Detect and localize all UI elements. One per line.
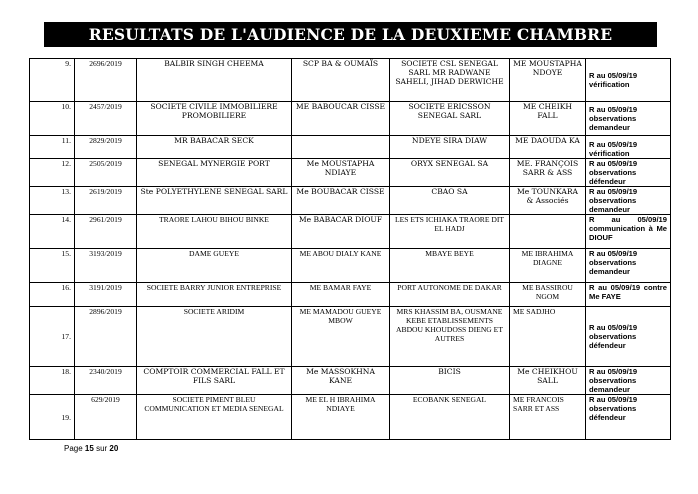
row-number: 15. xyxy=(30,249,75,283)
case-reference: 3191/2019 xyxy=(75,283,137,307)
defendant-lawyer: ME SADJHO xyxy=(510,307,586,367)
hearing-result: R au 05/09/19 vérification xyxy=(586,59,671,102)
page-footer xyxy=(64,444,118,453)
hearing-result: R au 05/09/19 observations demandeur xyxy=(586,367,671,395)
case-reference: 2505/2019 xyxy=(75,159,137,187)
footer-page-number: 15 xyxy=(84,444,94,453)
defendant: ECOBANK SENEGAL xyxy=(390,395,510,440)
hearing-result: R au 05/09/19 observations défendeur xyxy=(586,159,671,187)
case-reference: 2896/2019 xyxy=(75,307,137,367)
defendant-lawyer: ME IBRAHIMA DIAGNE xyxy=(510,249,586,283)
table-row xyxy=(30,102,671,136)
defendant-lawyer: ME BASSIROU NGOM xyxy=(510,283,586,307)
defendant-lawyer: Me TOUNKARA & Associés xyxy=(510,187,586,215)
defendant-lawyer: ME FRANCOIS SARR ET ASS xyxy=(510,395,586,440)
defendant: NDEYE SIRA DIAW xyxy=(390,136,510,159)
plaintiff-lawyer xyxy=(292,136,390,159)
case-reference: 2340/2019 xyxy=(75,367,137,395)
row-number: 12. xyxy=(30,159,75,187)
results-table xyxy=(29,58,671,440)
case-reference: 3193/2019 xyxy=(75,249,137,283)
row-number: 10. xyxy=(30,102,75,136)
defendant-lawyer: Me CHEIKHOU SALL xyxy=(510,367,586,395)
case-reference: 2829/2019 xyxy=(75,136,137,159)
hearing-result: R au 05/09/19 contre Me FAYE xyxy=(586,283,671,307)
table-row xyxy=(30,187,671,215)
defendant-lawyer: ME. FRANÇOIS SARR & ASS xyxy=(510,159,586,187)
plaintiff: Ste POLYETHYLENE SENEGAL SARL xyxy=(137,187,292,215)
defendant: LES ETS ICHIAKA TRAORE DIT EL HADJ xyxy=(390,215,510,249)
row-number: 16. xyxy=(30,283,75,307)
row-number: 14. xyxy=(30,215,75,249)
table-row xyxy=(30,283,671,307)
plaintiff-lawyer: Me MOUSTAPHA NDIAYE xyxy=(292,159,390,187)
row-number: 11. xyxy=(30,136,75,159)
hearing-result: R au 05/09/19 vérification xyxy=(586,136,671,159)
page-title: RESULTATS DE L'AUDIENCE DE LA DEUXIEME CHAMBRE xyxy=(44,22,657,47)
hearing-result: R au 05/09/19 observations demandeur xyxy=(586,102,671,136)
table-row xyxy=(30,59,671,102)
hearing-result: R au 05/09/19 observations demandeur xyxy=(586,187,671,215)
defendant: MBAYE BEYE xyxy=(390,249,510,283)
defendant: MRS KHASSIM BA, OUSMANE KEBE ETABLISSEMENTS ABDOU KHOUDOSS DIENG ET AUTRES xyxy=(390,307,510,367)
defendant: BICIS xyxy=(390,367,510,395)
footer-page-total: 20 xyxy=(109,444,119,453)
plaintiff: COMPTOIR COMMERCIAL FALL ET FILS SARL xyxy=(137,367,292,395)
plaintiff-lawyer: Me MASSOKHNA KANE xyxy=(292,367,390,395)
defendant: CBAO SA xyxy=(390,187,510,215)
table-row xyxy=(30,215,671,249)
plaintiff: SOCIETE CIVILE IMMOBILIERE PROMOBILIERE xyxy=(137,102,292,136)
plaintiff: TRAORE LAHOU BIHOU BINKE xyxy=(137,215,292,249)
plaintiff: SENEGAL MYNERGIE PORT xyxy=(137,159,292,187)
table-row xyxy=(30,159,671,187)
defendant: PORT AUTONOME DE DAKAR xyxy=(390,283,510,307)
plaintiff: SOCIETE ARIDIM xyxy=(137,307,292,367)
plaintiff-lawyer: ME BABOUCAR CISSE xyxy=(292,102,390,136)
row-number: 19. xyxy=(30,395,75,440)
table-row xyxy=(30,307,671,367)
defendant: SOCIETE CSL SENEGAL SARL MR RADWANE SAHELI, JIHAD DERWICHE xyxy=(390,59,510,102)
plaintiff-lawyer: ME BAMAR FAYE xyxy=(292,283,390,307)
case-reference: 2696/2019 xyxy=(75,59,137,102)
case-reference: 629/2019 xyxy=(75,395,137,440)
footer-prefix: Page xyxy=(64,444,83,453)
plaintiff-lawyer: Me BOUBACAR CISSE xyxy=(292,187,390,215)
row-number: 9. xyxy=(30,59,75,102)
defendant: SOCIETE ERICSSON SENEGAL SARL xyxy=(390,102,510,136)
plaintiff: DAME GUEYE xyxy=(137,249,292,283)
plaintiff: SOCIETE PIMENT BLEU COMMUNICATION ET MEDIA SENEGAL xyxy=(137,395,292,440)
table-row xyxy=(30,367,671,395)
table-row xyxy=(30,249,671,283)
plaintiff: MR BABACAR SECK xyxy=(137,136,292,159)
row-number: 17. xyxy=(30,307,75,367)
row-number: 13. xyxy=(30,187,75,215)
footer-separator: sur xyxy=(96,444,108,453)
case-reference: 2619/2019 xyxy=(75,187,137,215)
plaintiff-lawyer: SCP BA & OUMAÏS xyxy=(292,59,390,102)
row-number: 18. xyxy=(30,367,75,395)
hearing-result: R au 05/09/19 observations demandeur xyxy=(586,249,671,283)
plaintiff-lawyer: Me BABACAR DIOUF xyxy=(292,215,390,249)
table-row xyxy=(30,136,671,159)
defendant: ORYX SENEGAL SA xyxy=(390,159,510,187)
case-reference: 2961/2019 xyxy=(75,215,137,249)
defendant-lawyer xyxy=(510,215,586,249)
defendant-lawyer: ME MOUSTAPHA NDOYE xyxy=(510,59,586,102)
plaintiff: BALBIR SINGH CHEEMA xyxy=(137,59,292,102)
plaintiff-lawyer: ME EL H IBRAHIMA NDIAYE xyxy=(292,395,390,440)
table-row xyxy=(30,395,671,440)
hearing-result: R au 05/09/19 communication à Me DIOUF xyxy=(586,215,671,249)
plaintiff-lawyer: ME ABOU DIALY KANE xyxy=(292,249,390,283)
case-reference: 2457/2019 xyxy=(75,102,137,136)
plaintiff-lawyer: ME MAMADOU GUEYE MBOW xyxy=(292,307,390,367)
hearing-result: R au 05/09/19 observations défendeur xyxy=(586,307,671,367)
defendant-lawyer: ME DAOUDA KA xyxy=(510,136,586,159)
defendant-lawyer: ME CHEIKH FALL xyxy=(510,102,586,136)
hearing-result: R au 05/09/19 observations défendeur xyxy=(586,395,671,440)
plaintiff: SOCIETE BARRY JUNIOR ENTREPRISE xyxy=(137,283,292,307)
